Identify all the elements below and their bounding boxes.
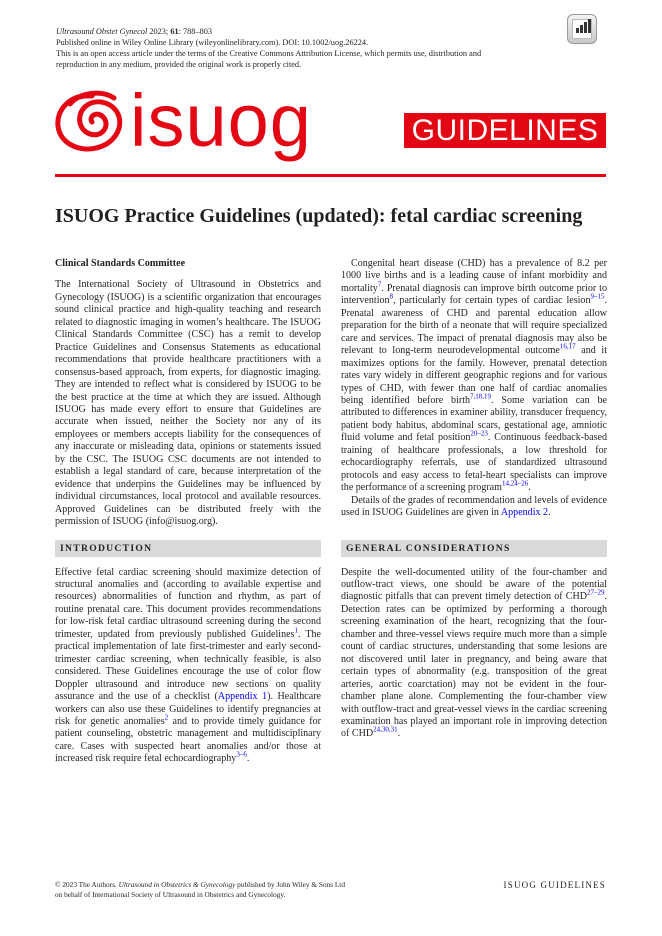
header-divider bbox=[55, 174, 606, 177]
citation-ref[interactable]: 14,24–26 bbox=[501, 479, 529, 488]
grades-paragraph bbox=[341, 495, 607, 520]
license-line-2: reproduction in any medium, provided the original work is properly cited. bbox=[56, 60, 302, 69]
copyright-text: © 2023 The Authors. bbox=[55, 880, 119, 889]
intro-text: . The practical implementation of late first-trimester and early second-trimester cardiac screening, when technically feasible, is also considered. These Guidelines encourage the use of color flow Doppler ultrasound and introduce new sections on quality assurance and the use of a checklist ( bbox=[55, 628, 321, 703]
citation-ref[interactable]: 1 bbox=[294, 626, 298, 635]
intro-text: . bbox=[246, 753, 250, 765]
footer-line-2: on behalf of International Society of Ultrasound in Obstetrics and Gynecology. bbox=[55, 889, 286, 899]
citation-ref[interactable]: 16,17 bbox=[559, 342, 576, 351]
citation-ref[interactable]: 2 bbox=[164, 713, 169, 722]
volume: 61 bbox=[170, 27, 179, 36]
pages: : 788–803 bbox=[178, 27, 213, 36]
section-heading-introduction: INTRODUCTION bbox=[55, 540, 321, 557]
publication-line bbox=[56, 37, 616, 48]
citation-ref[interactable]: 27–29 bbox=[586, 589, 605, 598]
intro-text: and to provide timely guidance for patient counseling, obstetric management and multidisciplinary care. Cases with suspected heart anomalies and/or those at increased risk require fetal echocardiography bbox=[55, 715, 322, 765]
chd-paragraph bbox=[341, 258, 607, 495]
license-line-1: This is an open access article under the terms of the Creative Commons Attribution License, which permits use, distribution and bbox=[56, 49, 482, 58]
left-column bbox=[55, 258, 321, 766]
citation-ref[interactable]: 9–15 bbox=[590, 293, 605, 302]
intro-text: Effective fetal cardiac screening should maximize detection of structural anomalies and (according to available expertise and resources) abnormalities of function and rhythm, as part of routine prenatal care. This document provides recommendations for low-risk fetal cardiac ultrasound screening during the second trimester, updated from previously published Guidelines bbox=[55, 566, 321, 640]
footer-section-label: ISUOG GUIDELINES bbox=[503, 880, 606, 890]
footer-copyright bbox=[55, 880, 435, 899]
about-isuog-paragraph: The International Society of Ultrasound in Obstetrics and Gynecology (ISUOG) is a scientific organization that encourages sound clinical practice and high-quality teaching and research related to diagnostic imaging in women’s healthcare. The ISUOG Clinical Standards Committee (CSC) has a remit to develop Practice Guidelines and Consensus Statements as educational recommendations that provide healthcare practitioners with a consensus-based approach, from experts, for diagnostic imaging. They are intended to reflect what is considered by ISUOG to be the best practice at the time at which they are issued. Although ISUOG has made every effort to ensure that Guidelines are accurate when issued, neither the Society nor any of its employees or members accepts liability for the consequences of any inaccurate or misleading data, opinions or statements issued by the CSC. The ISUOG CSC documents are not intended to establish a legal standard of care, because interpretation of the evidence that underpins the Guidelines may be influenced by individual circumstances, local protocol and available resources. Approved Guidelines can be distributed freely with the permission of ISUOG (info@isuog.org). bbox=[55, 279, 321, 528]
body-text: . bbox=[397, 728, 401, 740]
open-access-bar-chart-icon[interactable] bbox=[567, 14, 597, 44]
citation-ref[interactable]: 8 bbox=[389, 293, 394, 302]
body-text: Details of the grades of recommendation and levels of evidence used in ISUOG Guidelines are given in bbox=[341, 494, 607, 519]
section-heading-general-considerations: GENERAL CONSIDERATIONS bbox=[341, 540, 607, 557]
publisher-text: published by John Wiley & Sons Ltd bbox=[235, 880, 345, 889]
doi-link[interactable]: DOI: 10.1002/uog.26224. bbox=[282, 38, 369, 47]
body-text: , particularly for certain types of cardiac lesion bbox=[393, 295, 591, 307]
citation-ref[interactable]: 3–6 bbox=[236, 750, 247, 759]
online-text: Published online in Wiley Online Library (wileyonlinelibrary.com). bbox=[56, 38, 283, 47]
citation-year: 2023; bbox=[147, 27, 171, 36]
intro-text: ). Healthcare workers can also use these Guidelines to identify pregnancies at risk for genetic anomalies bbox=[55, 691, 322, 727]
citation-ref[interactable]: 20–23 bbox=[470, 430, 488, 438]
body-text: . bbox=[548, 507, 551, 519]
citation-ref[interactable]: 7 bbox=[377, 280, 382, 289]
guidelines-badge: GUIDELINES bbox=[404, 113, 606, 148]
general-considerations-paragraph bbox=[341, 567, 607, 741]
citation-ref[interactable]: 24,30,31 bbox=[373, 726, 398, 735]
appendix-link[interactable]: Appendix 2 bbox=[500, 507, 549, 519]
footer-line-1 bbox=[55, 880, 435, 890]
journal-title: Ultrasound in Obstetrics & Gynecology bbox=[118, 880, 236, 889]
page-title: ISUOG Practice Guidelines (updated): fetal cardiac screening bbox=[55, 205, 583, 227]
body-text: Congenital heart disease (CHD) has a prevalence of 8.2 per 1000 live births and is a leading cause of infant morbidity and mortality bbox=[341, 258, 607, 294]
body-text: . Some variation can be attributed to differences in examiner ability, transducer frequency, patient body habitus, abdominal scars, gestational age, amniotic fluid volume and fetal position bbox=[341, 394, 607, 444]
introduction-paragraph bbox=[55, 567, 321, 766]
citation-line bbox=[56, 26, 616, 37]
body-text: . Prenatal awareness of CHD and parental education allow preparation for the birth of a neonate that will require specialized care and services. The impact of prenatal diagnosis may also be relevant to long-term neurodevelopmental outcome bbox=[341, 295, 607, 357]
journal-header bbox=[56, 26, 616, 70]
body-text: . Detection rates can be optimized by performing a thorough screening examination of the heart, recognizing that the four-chamber and three-vessel views require much more than a simple count of cardiac structures, understanding that some lesions are not discovered until later in pregnancy, and being aware that certain types of abnormality (e.g. transposition of the great arteries, aortic coarctation) may not be evident in the four-chamber plane alone. Complementing the four-chamber view with outflow-tract and great-vessel views in the cardiac screening examination has played an important role in improving detection of CHD bbox=[341, 591, 607, 740]
journal-name: Ultrasound Obstet Gynecol bbox=[56, 27, 148, 36]
author-line: Clinical Standards Committee bbox=[55, 258, 186, 269]
body-text: . Prenatal diagnosis can improve birth outcome prior to intervention bbox=[341, 282, 607, 307]
appendix-link[interactable]: Appendix 1 bbox=[217, 691, 268, 703]
body-text: Despite the well-documented utility of the four-chamber and outflow-tract views, one should be aware of the potential diagnostic pitfalls that can prevent timely detection of CHD bbox=[341, 566, 607, 603]
logo-wordmark: isuog bbox=[130, 79, 312, 162]
citation-ref[interactable]: 7,18,19 bbox=[470, 392, 492, 401]
body-text: . bbox=[528, 482, 531, 494]
fetus-swirl-icon bbox=[52, 88, 132, 158]
body-text: and it maximizes options for the family. However, prenatal detection rates vary widely in different geographic regions and for various types of CHD, with fewer than one half of cardiac anomalies being identified before birth bbox=[341, 345, 607, 406]
right-column bbox=[341, 258, 607, 741]
body-text: . Continuous feedback-based training of healthcare professionals, a low threshold for echocardiography referrals, use of standardized ultrasound protocols and easy access to fetal-heart specialists can improve the performance of a screening program bbox=[341, 432, 608, 494]
